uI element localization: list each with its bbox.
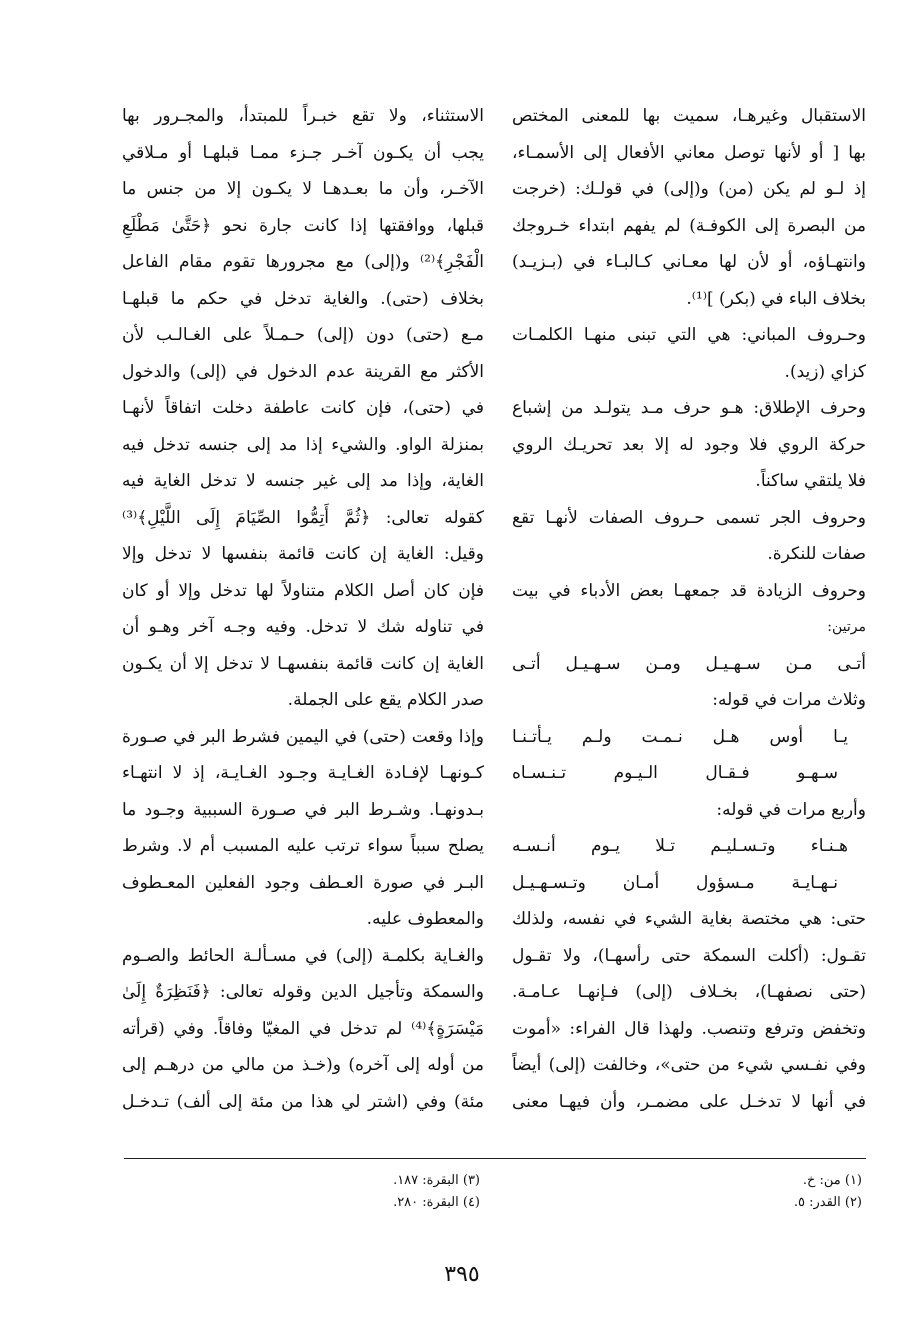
verse-line: نـهـايـة مـسؤول أمـان وتـسـهـيـل [512, 872, 838, 893]
text-line: يصلح سبباً سواء ترتب عليه المسبب أم لا. وشرط [122, 836, 484, 856]
text-line: صدر الكلام يقع على الجملة. [287, 690, 484, 710]
text-line: الأكثر مع القرينة عدم الدخول في (إلى) والدخول [122, 361, 484, 382]
text-line: الغاية إن كانت قائمة بنفسهـا لا تدخل إلا أن يكـون [122, 653, 484, 674]
text-line: والغـاية بكلمـة (إلى) في مسـألـة الحائط والصـوم [122, 945, 484, 966]
text-line: بخلاف (حتى). والغاية تدخل في حكم ما قبلهـا [122, 288, 484, 309]
text-line: فإن كان أصل الكلام متناولاً لها تدخل وإلا أو كان [122, 580, 484, 601]
footnotes-left [393, 1170, 480, 1214]
text-line: بمنزلة الواو. والشيء إذا مد إلى جنسه تدخل فيه [122, 434, 484, 455]
right-column [512, 98, 866, 1120]
text-line: في (حتى)، فإن كانت عاطفة دخلت اتفاقاً لأنهـا [122, 398, 484, 418]
text-line: في تناوله شك لا تدخل. وفيه وجـه آخر وهـو أن [122, 617, 484, 637]
footnote: (٤) البقرة: ٢٨٠. [393, 1195, 480, 1210]
verse-line: هـنـاء وتـسـليـم تـلا يـوم أنـسـه [512, 836, 848, 856]
text-line: وثلاث مرات في قوله: [712, 690, 866, 710]
text-line: وحرف الإطلاق: هـو حرف مـد يتولـد من إشباع [512, 398, 866, 418]
footnote: (١) من: خ. [802, 1173, 862, 1188]
text-line: مئة) وفي (اشتر لي هذا من مئة إلى ألف) تـدخـل [122, 1091, 484, 1112]
text-line: وحروف الزيادة قد جمعهـا بعض الأدباء في بيت [512, 580, 866, 601]
text-line: الآخـر، وأن ما بعـدهـا لا يكـون إلا من جنس ما [122, 179, 484, 199]
text-line: وتخفض وترفع وتنصب. ولهذا قال الفراء: «أموت [512, 1018, 866, 1039]
left-column [122, 98, 484, 1120]
text-line: بها [ أو لأنها توصل معاني الأفعال إلى الأسمـاء، [512, 142, 866, 163]
text-line: كزاي (زيد). [784, 361, 866, 382]
text-line: كقوله تعالى: ﴿ثُمَّ أَتِمُّوا الصِّيَامَ إِلَى اللَّيْلِ﴾⁽³⁾ [122, 507, 484, 528]
text-line: إذ لـو لم يكن (من) و(إلى) في قولـك: (خرجت [512, 179, 866, 199]
text-line: مرتين: [827, 619, 866, 635]
text-line: وحـروف المباني: هي التي تبنى منهـا الكلمـات [512, 325, 866, 345]
verse-line: أتـى مـن سـهـيـل ومـن سـهـيـل أتـى [512, 653, 866, 674]
footnotes-right [794, 1170, 862, 1214]
text-line: بخلاف الباء في (بكر) ]⁽¹⁾. [686, 288, 866, 309]
text-line: وحروف الجر تسمى حـروف الصفات لأنهـا تقع [512, 507, 866, 528]
text-line: قبلها، ووافقتها إذا كانت جارة نحو ﴿حَتَّىٰ مَطْلَعِ [122, 215, 484, 236]
text-line: (حتى نصفهـا)، بخـلاف (إلى) فـإنهـا عـامـة. [512, 982, 866, 1002]
footnote: (٢) القدر: ٥. [793, 1195, 862, 1210]
text-line: والسمكة وتأجيل الدين وقوله تعالى: ﴿فَنَظِرَةٌ إِلَىٰ [122, 982, 484, 1002]
text-line: بـدونهـا. وشـرط البر في صـورة السببية وجـود ما [122, 799, 484, 820]
text-line: وإذا وقعت (حتى) في اليمين فشرط البر في صـورة [122, 726, 484, 747]
verse-line: يـا أوس هـل نـمـت ولـم يـأتـنـا [512, 726, 848, 747]
text-line: البـر في صورة العـطف وجود الفعلين المعـطوف [122, 872, 484, 893]
verse-line: سـهـو فـقـال الـيـوم تـنـسـاه [512, 763, 838, 783]
footnote-separator [124, 1158, 866, 1159]
text-line: وأربع مرات في قوله: [716, 799, 866, 820]
text-line: فلا يلتقي ساكناً. [755, 471, 866, 491]
text-line: الغاية، وإذا مد إلى غير جنسه لا تدخل الغاية فيه [122, 471, 484, 491]
text-line: من أوله إلى آخره) و(خـذ من مالي من درهـم إلى [122, 1055, 484, 1075]
text-line: مـع (حتى) دون (إلى) حـمـلاً على الغـالـب لأن [122, 325, 484, 345]
page-number: ٣٩٥ [444, 1262, 480, 1287]
footnote: (٣) البقرة: ١٨٧. [393, 1173, 480, 1188]
text-line: كـونهـا لإفـادة الغـايـة وجـود الغـايـة، إذ لا انتهـاء [122, 763, 484, 783]
text-line: من البصرة إلى الكوفـة) لم يفهم ابتداء خـروجك [512, 215, 866, 236]
text-line: الْفَجْرِ﴾⁽²⁾ و(إلى) مع مجرورها تقوم مقام الفاعل [122, 252, 484, 272]
text-line: يجب أن يكـون آخـر جـزء ممـا قبلهـا أو مـلاقي [122, 142, 484, 163]
text-line: والمعطوف عليه. [366, 909, 484, 929]
text-line: وانتهـاؤه، أو لأن لها معـاني كـالبـاء في (بـزيـد) [512, 252, 866, 272]
text-line: حركة الروي فلا وجود له إلا بعد تحريـك الروي [512, 434, 866, 455]
text-line: مَيْسَرَةٍ﴾⁽⁴⁾ لم تدخل في المغيّا وفاقاً. وفي (قرأته [122, 1018, 484, 1039]
text-line: الاستثناء، ولا تقع خبـراً للمبتدأ، والمجـرور بها [122, 106, 484, 126]
text-line: تقـول: (أكلت السمكة حتى رأسهـا)، ولا تقـول [512, 945, 866, 966]
text-line: في أنها لا تدخـل على مضمـر، وأن فيهـا معنى [512, 1091, 866, 1112]
text-line: صفات للنكرة. [767, 544, 866, 564]
text-line: الاستقبال وغيرهـا، سميت بها للمعنى المختص [512, 106, 866, 126]
text-line: وفي نفـسي شيء من حتى»، وخالفت (إلى) أيضاً [512, 1055, 866, 1075]
text-line: وقيل: الغاية إن كانت قائمة بنفسها لا تدخل وإلا [122, 544, 484, 564]
text-line: حتى: هي مختصة بغاية الشيء في نفسه، ولذلك [512, 909, 866, 929]
